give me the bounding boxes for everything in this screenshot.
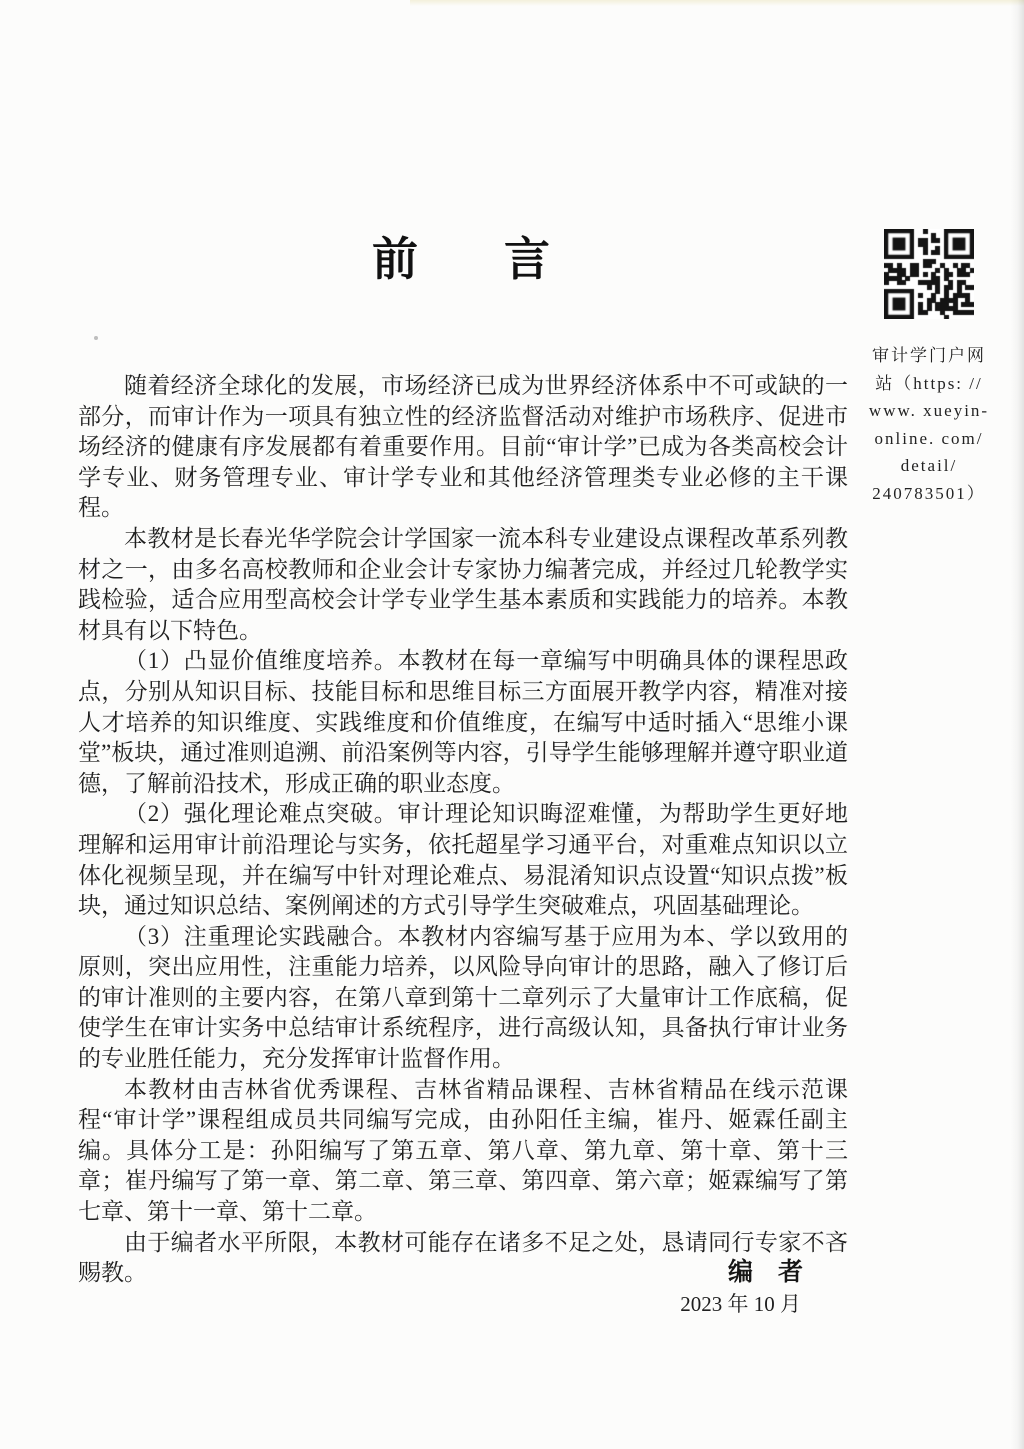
qr-caption-line: online. com/ <box>874 428 984 448</box>
qr-code-icon <box>884 229 974 319</box>
qr-caption-line: www. xueyin- <box>868 401 990 420</box>
page-title <box>372 234 550 285</box>
paragraph: 随着经济全球化的发展，市场经济已成为世界经济体系中不可或缺的一部分，而审计作为一项具有独立性的经济监督活动对维护市场秩序、促进市场经济的健康有序发展都有着重要作用。目前“审计学”已成为各类高校会计学专业、财务管理专业、审计学专业和其他经济管理类专业必修的主干课程。 <box>78 373 848 521</box>
paragraph: （2）强化理论难点突破。审计理论知识晦涩难懂，为帮助学生更好地理解和运用审计前沿理论与实务，依托超星学习通平台，对重难点知识以立体化视频呈现，并在编写中针对理论难点、易混淆知识点设置“知识点拨”板块，通过知识总结、案例阐述的方式引导学生突破难点，巩固基础理论。 <box>78 801 848 919</box>
scan-speck <box>94 336 98 340</box>
qr-panel <box>853 229 1005 507</box>
qr-caption-line: 审计学门户网 <box>872 346 986 365</box>
scan-top-tint <box>410 0 1024 6</box>
qr-caption-line: 站（https: // <box>875 373 983 393</box>
signature-author: 编 者 <box>727 1259 803 1286</box>
scan-edge-shadow <box>1010 0 1024 1449</box>
paragraph: 由于编者水平所限，本教材可能存在诸多不足之处，恳请同行专家不吝赐教。 <box>78 1229 848 1286</box>
page-title-char-1: 前 <box>372 234 418 285</box>
preface-body <box>78 371 848 1289</box>
paragraph: 本教材是长春光华学院会计学国家一流本科专业建设点课程改革系列教材之一，由多名高校教师和企业会计专家协力编著完成，并经过几轮教学实践检验，适合应用型高校会计学专业学生基本素质和实践能力的培养。本教材具有以下特色。 <box>78 525 848 643</box>
paragraph: （3）注重理论实践融合。本教材内容编写基于应用为本、学以致用的原则，突出应用性，注重能力培养，以风险导向审计的思路，融入了修订后的审计准则的主要内容，在第八章到第十二章列示了大量审计工作底稿，促使学生在审计实务中总结审计系统程序，进行高级认知，具备执行审计业务的专业胜任能力，充分发挥审计监督作用。 <box>78 923 848 1072</box>
paragraph: 本教材由吉林省优秀课程、吉林省精品课程、吉林省精品在线示范课程“审计学”课程组成员共同编写完成，由孙阳任主编，崔丹、姬霖任副主编。具体分工是：孙阳编写了第五章、第八章、第九章、第十章、第十三章；崔丹编写了第一章、第二章、第三章、第四章、第六章；姬霖编写了第七章、第十一章、第十二章。 <box>78 1076 848 1225</box>
paragraph: （1）凸显价值维度培养。本教材在每一章编写中明确具体的课程思政点，分别从知识目标、技能目标和思维目标三方面展开教学内容，精准对接人才培养的知识维度、实践维度和价值维度，在编写中适时插入“思维小课堂”板块，通过准则追溯、前沿案例等内容，引导学生能够理解并遵守职业道德，了解前沿技术，形成正确的职业态度。 <box>78 648 848 796</box>
qr-caption <box>853 342 1005 507</box>
qr-caption-line: detail/ <box>900 456 958 475</box>
signature-date: 2023 年 10 月 <box>680 1292 801 1316</box>
qr-caption-line: 240783501） <box>872 483 986 503</box>
page-title-char-2: 言 <box>504 234 550 285</box>
